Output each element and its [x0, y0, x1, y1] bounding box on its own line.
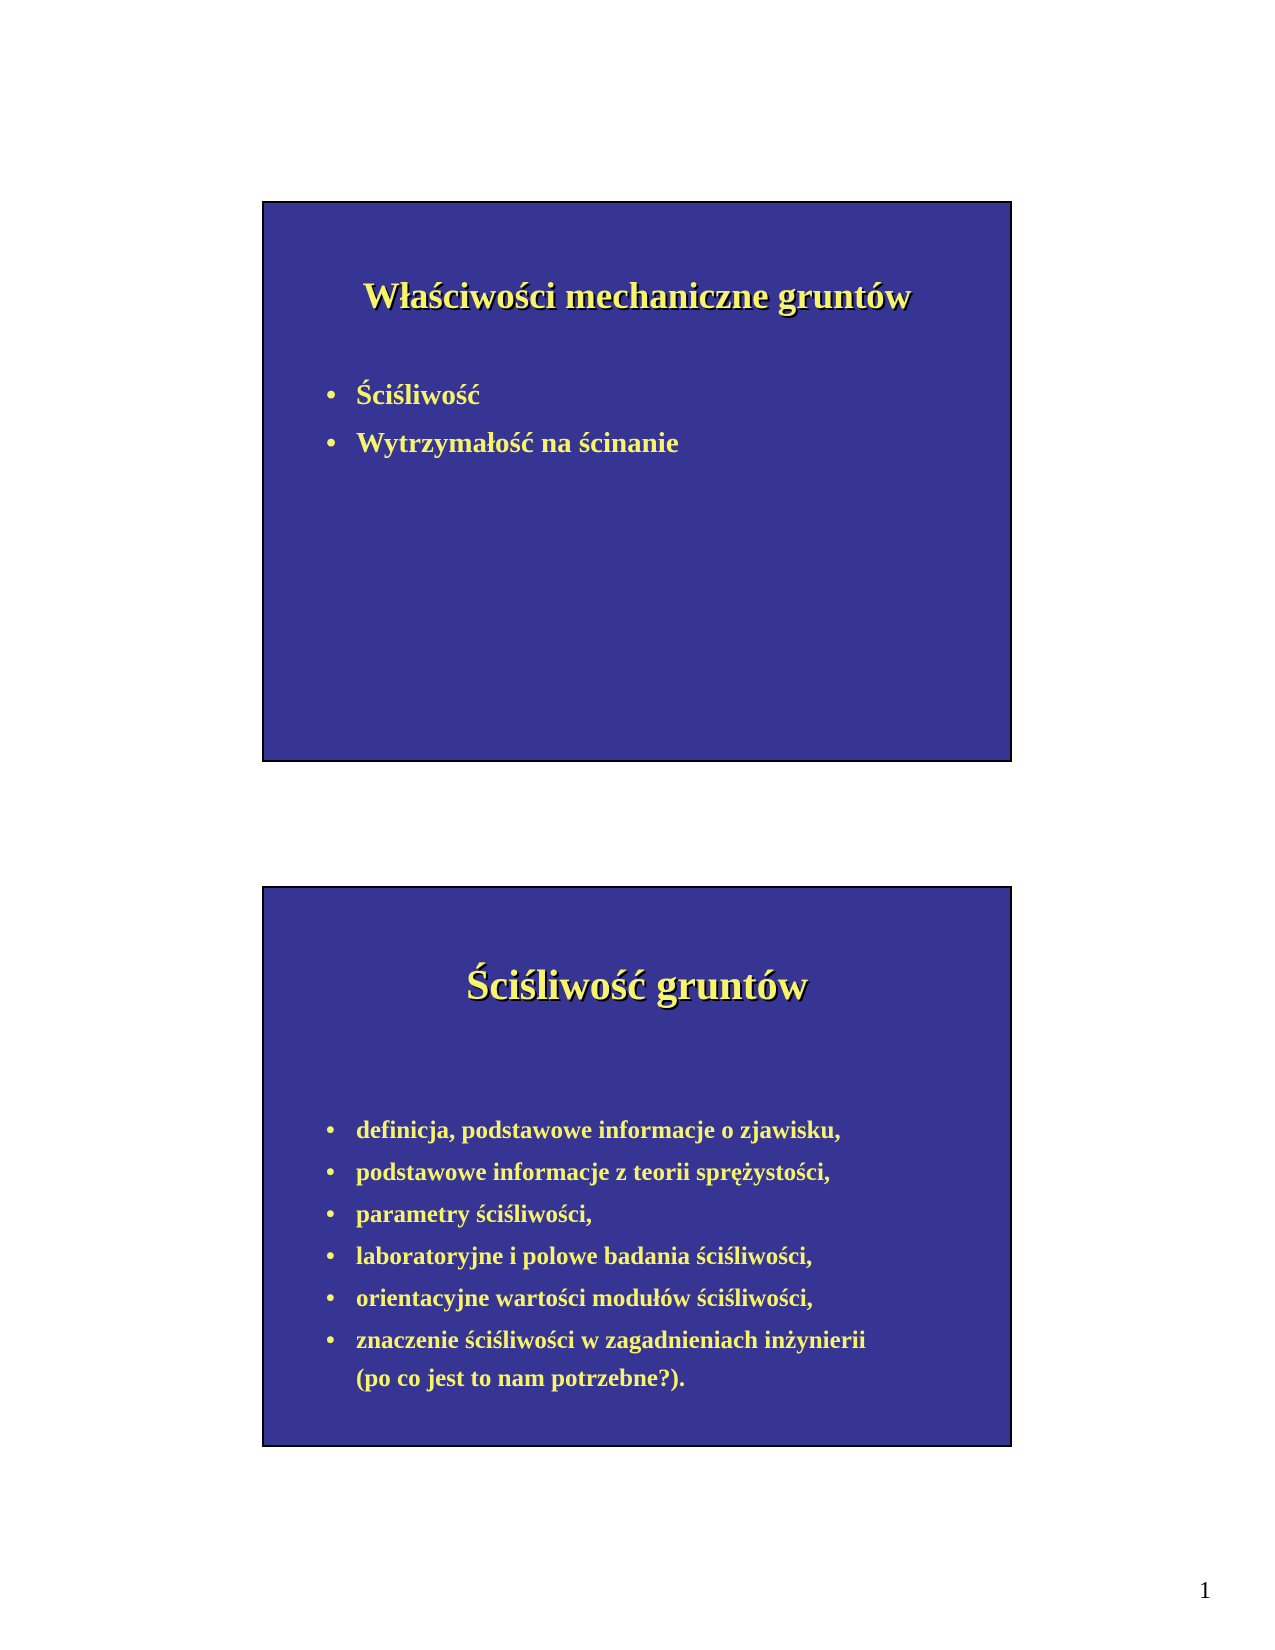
bullet-text: parametry ściśliwości,	[356, 1201, 593, 1228]
list-item	[326, 1152, 980, 1194]
bullet-icon: •	[326, 1285, 335, 1312]
bullet-text: laboratoryjne i polowe badania ściśliwości,	[356, 1243, 813, 1270]
bullet-list	[326, 1110, 980, 1396]
slide-title: Ściśliwość gruntów	[466, 963, 808, 1009]
bullet-text: Ściśliwość	[356, 379, 481, 411]
bullet-icon: •	[326, 1327, 335, 1354]
bullet-list	[326, 371, 980, 467]
slide-1	[262, 201, 1012, 762]
page-number: 1	[1199, 1578, 1211, 1604]
list-item	[326, 1194, 980, 1236]
bullet-icon: •	[326, 1117, 335, 1144]
bullet-text-continuation: (po co jest to nam potrzebne?).	[356, 1365, 686, 1392]
bullet-icon: •	[326, 1243, 335, 1270]
bullet-text: Wytrzymałość na ścinanie	[356, 427, 679, 459]
bullet-text: definicja, podstawowe informacje o zjawisku,	[356, 1117, 841, 1144]
list-item	[326, 1236, 980, 1278]
list-item	[326, 371, 980, 419]
list-item	[326, 419, 980, 467]
bullet-text: podstawowe informacje z teorii sprężystości,	[356, 1159, 831, 1186]
bullet-icon: •	[326, 379, 337, 411]
slide-2	[262, 886, 1012, 1447]
slide-title: Właściwości mechaniczne gruntów	[362, 276, 912, 317]
bullet-text: znaczenie ściśliwości w zagadnieniach inżynierii	[356, 1327, 866, 1354]
bullet-text: orientacyjne wartości modułów ściśliwości,	[356, 1285, 813, 1312]
list-item	[326, 1278, 980, 1320]
list-item	[326, 1110, 980, 1152]
bullet-icon: •	[326, 1159, 335, 1186]
bullet-icon: •	[326, 427, 337, 459]
bullet-icon: •	[326, 1201, 335, 1228]
list-item	[326, 1320, 980, 1396]
